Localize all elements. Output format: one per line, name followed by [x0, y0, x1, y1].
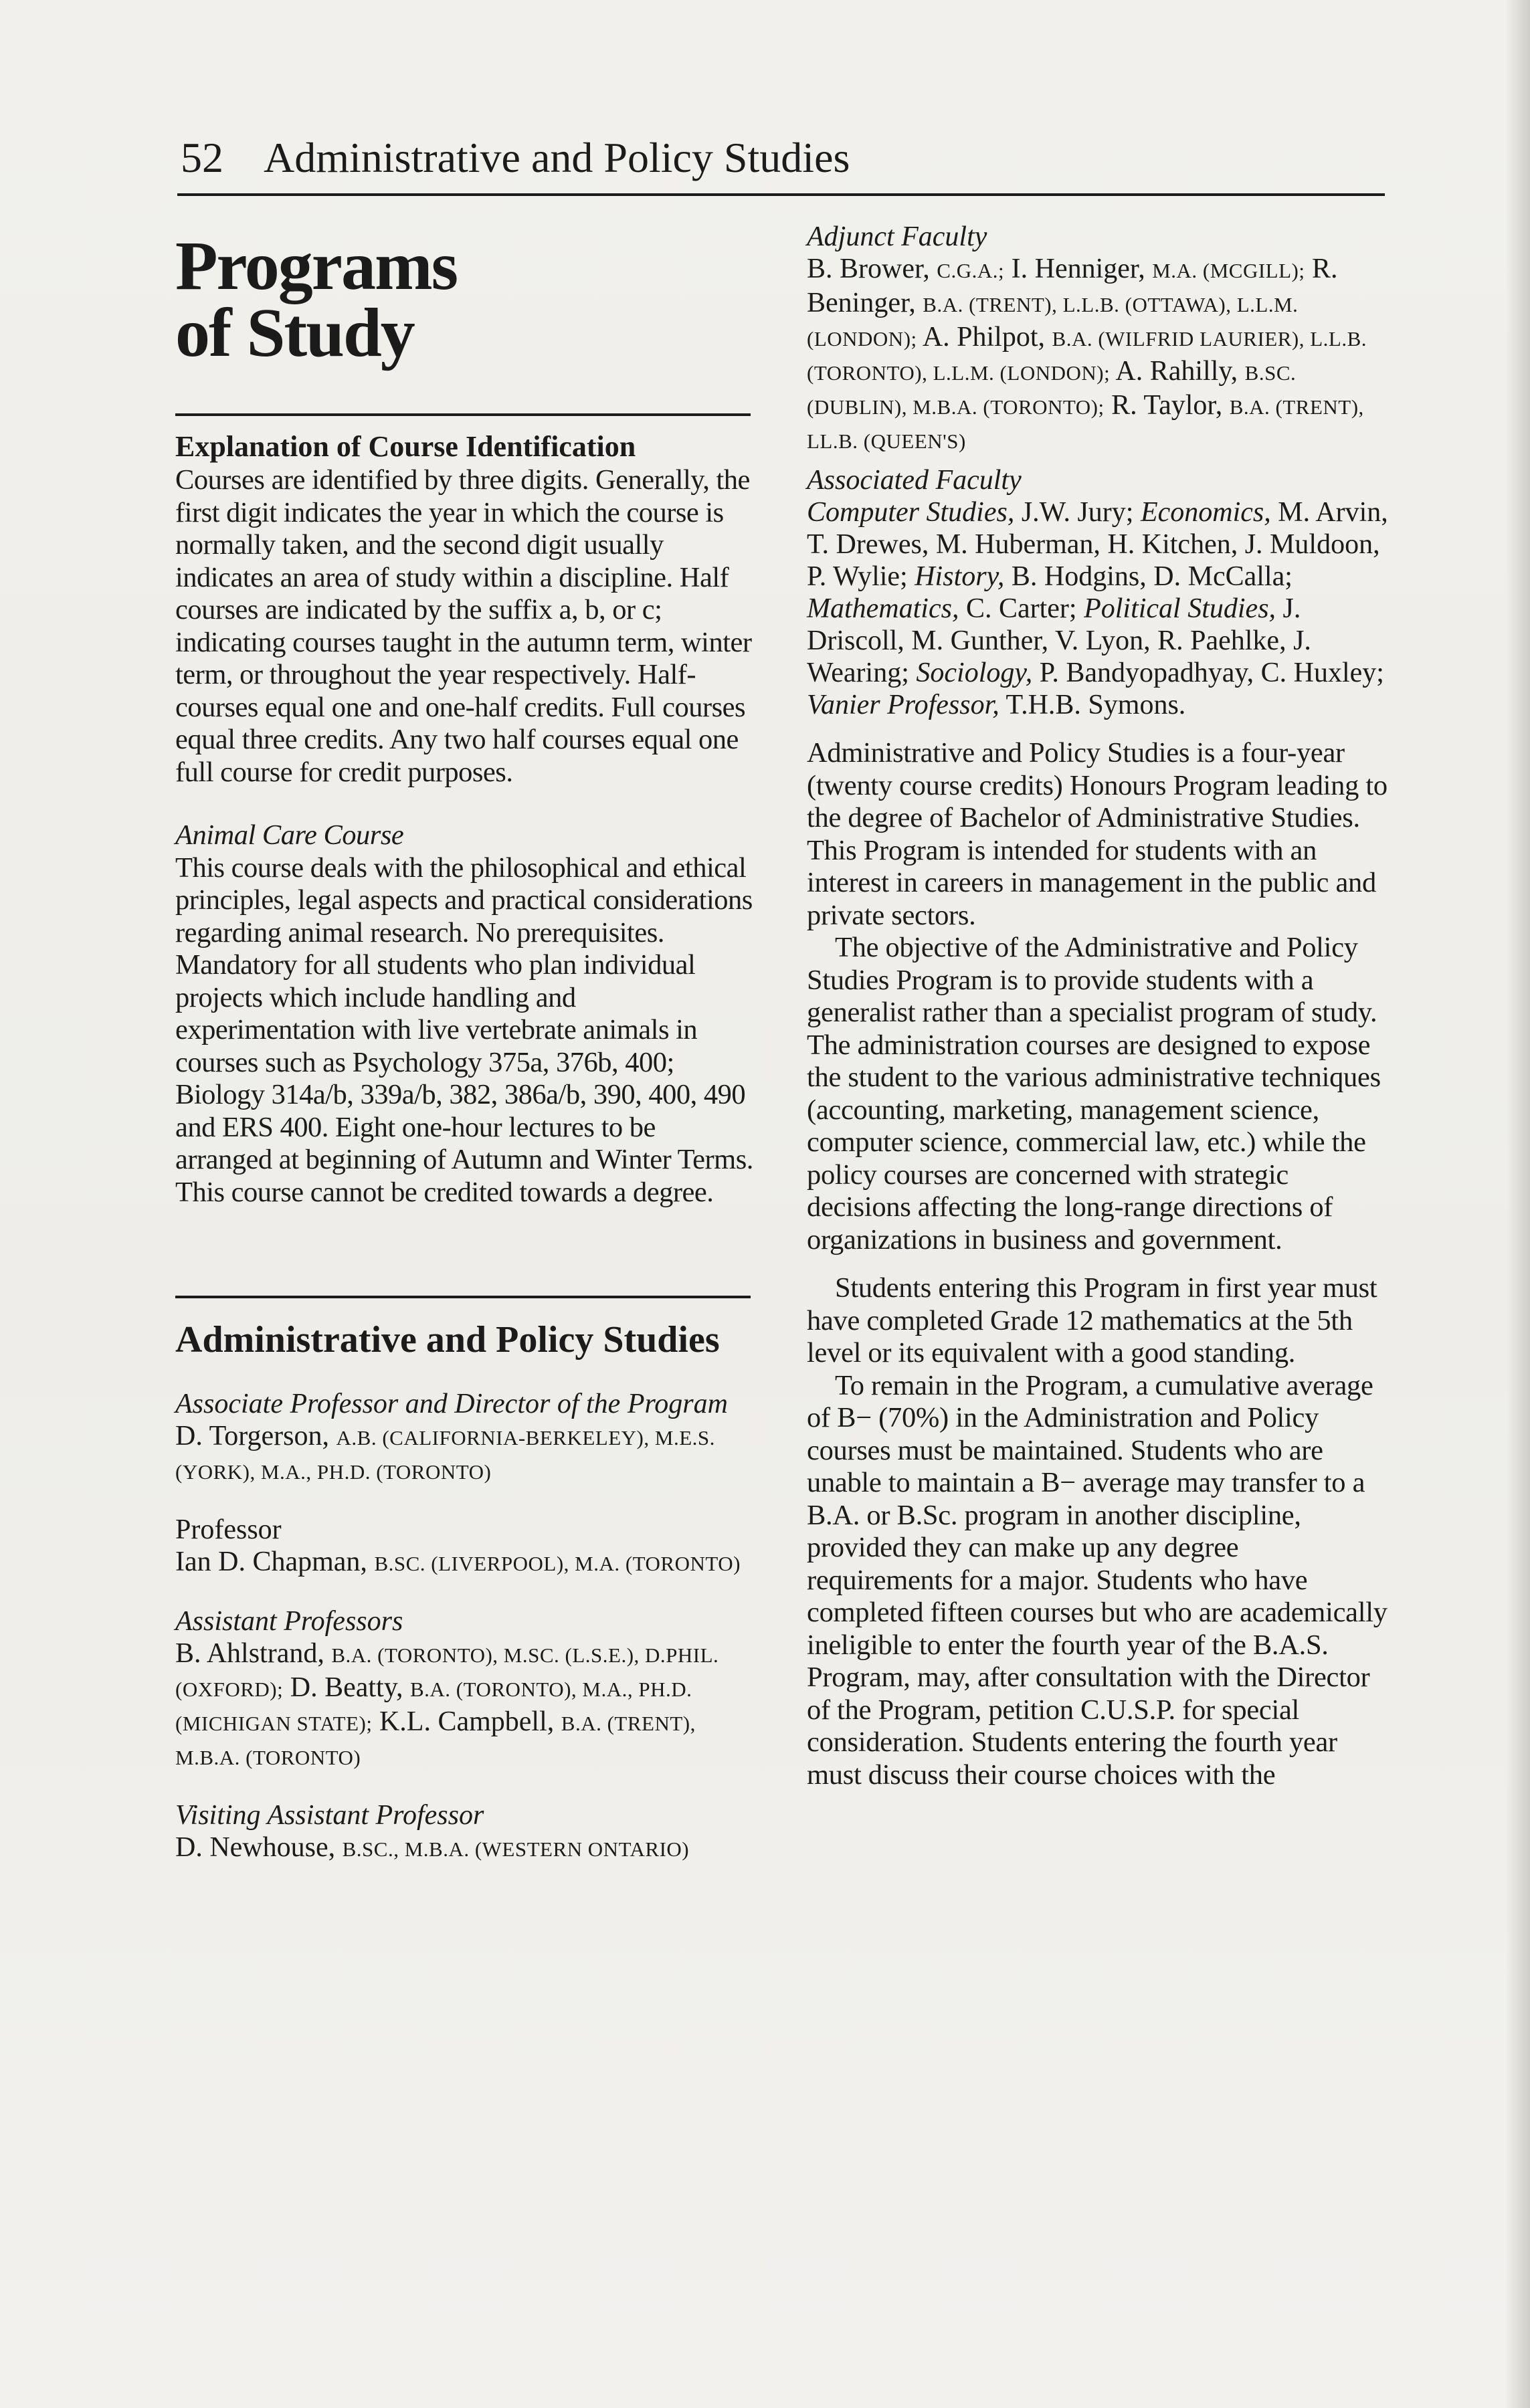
faculty-credentials: B.A. (TRENT), M.B.A. (TORONTO): [175, 1712, 696, 1769]
faculty-entry: [175, 1637, 757, 1774]
faculty-name: T.H.B. Symons.: [1006, 690, 1186, 720]
faculty-credentials: B.A. (TORONTO), M.A., PH.D. (MICHIGAN STATE);: [175, 1678, 692, 1735]
faculty-role: Associated Faculty: [807, 465, 1022, 496]
discipline-label: Computer Studies,: [807, 497, 1015, 528]
faculty-role: Visiting Assistant Professor: [175, 1800, 484, 1831]
animal-care-text: This course deals with the philosophical and ethical principles, legal aspects and practical considerations regarding animal research. No prerequisites. Mandatory for all students who plan individual projects which include handling and experimentation with live vertebrate animals in courses such as Psychology 375a, 376b, 400; Biology 314a/b, 339a/b, 382, 386a/b, 390, 400, 490 and ERS 400. Eight one-hour lectures to be arranged at beginning of Autumn and Winter Terms. This course cannot be credited towards a degree.: [175, 851, 753, 1208]
discipline-label: History,: [915, 561, 1005, 592]
faculty-role: Assistant Professors: [175, 1606, 403, 1637]
faculty-credentials: B.SC., M.B.A. (WESTERN ONTARIO): [342, 1837, 690, 1861]
discipline-label: Economics,: [1140, 497, 1271, 528]
faculty-name: D. Beatty,: [290, 1672, 403, 1703]
page-title-line-1: Programs: [175, 227, 458, 304]
faculty-credentials: B.A. (TRENT), L.L.B. (OTTAWA), L.L.M. (LONDON);: [807, 293, 1299, 350]
animal-care-heading: Animal Care Course: [175, 819, 404, 851]
faculty-role: Associate Professor and Director of the Program: [175, 1389, 728, 1419]
faculty-name: D. Torgerson,: [175, 1421, 329, 1451]
discipline-label: Vanier Professor,: [807, 690, 999, 720]
associated-faculty-list: [807, 496, 1389, 721]
faculty-credentials: B.A. (TORONTO), M.SC. (L.S.E.), D.PHIL. (OXFORD);: [175, 1643, 719, 1701]
faculty-credentials: M.A. (MCGILL);: [1152, 259, 1305, 282]
faculty-name: D. Newhouse,: [175, 1832, 336, 1863]
page-title-line-2: of Study: [175, 294, 414, 371]
section-rule: [175, 413, 751, 416]
program-section-title: Administrative and Policy Studies: [175, 1319, 720, 1361]
faculty-name: I. Henniger,: [1011, 254, 1145, 284]
course-identification-text: Courses are identified by three digits. Generally, the first digit indicates the year in which the course is normally taken, and the second digit usually indicates an area of study within a discipline. Half courses are indicated by the suffix a, b, or c; indicating courses taught in the autumn term, winter term, or throughout the year respectively. Half-courses equal one and one-half credits. Full courses equal three credits. Any two half courses equal one full course for credit purposes.: [175, 464, 752, 788]
faculty-name: B. Hodgins, D. McCalla;: [1011, 561, 1293, 592]
continuation-requirements: To remain in the Program, a cumulative average of B− (70%) in the Administration and Policy courses must be maintained. Students who are unable to maintain a B− average may transfer to a B.A. or B.Sc. program in another discipline, provided they can make up any degree requirements for a major. Students who have completed fifteen courses but who are academically ineligible to enter the fourth year of the B.A.S. Program, may, after consultation with the Director of the Program, petition C.U.S.P. for special consideration. Students entering the fourth year must discuss their course choices with the: [807, 1369, 1388, 1791]
faculty-credentials: C.G.A.;: [937, 259, 1005, 282]
faculty-role: Adjunct Faculty: [807, 221, 987, 252]
faculty-entry: [175, 1420, 757, 1488]
faculty-name: P. Bandyopadhyay, C. Huxley;: [1039, 658, 1384, 688]
left-column: [175, 221, 757, 1866]
faculty-name: C. Carter;: [965, 593, 1077, 624]
faculty-name: Ian D. Chapman,: [175, 1546, 367, 1577]
faculty-name: B. Brower,: [807, 254, 930, 284]
faculty-role: Professor: [175, 1514, 282, 1545]
faculty-name: B. Ahlstrand,: [175, 1638, 324, 1669]
adjunct-faculty-list: [807, 253, 1389, 458]
discipline-label: Mathematics,: [807, 593, 959, 624]
faculty-credentials: B.SC. (LIVERPOOL), M.A. (TORONTO): [374, 1552, 741, 1575]
faculty-credentials: A.B. (CALIFORNIA-BERKELEY), M.E.S. (YORK), M.A., PH.D. (TORONTO): [175, 1426, 715, 1484]
faculty-name: J. Driscoll, M. Gunther, V. Lyon, R. Paehlke, J. Wearing;: [807, 593, 1311, 688]
faculty-name: A. Rahilly,: [1115, 356, 1238, 387]
running-header: [181, 131, 1385, 185]
right-column: [807, 221, 1389, 1791]
faculty-name: K.L. Campbell,: [379, 1706, 555, 1737]
discipline-label: Sociology,: [916, 658, 1033, 688]
faculty-entry: [175, 1546, 757, 1580]
header-rule: [177, 193, 1385, 196]
faculty-credentials: B.A. (TRENT), LL.B. (QUEEN'S): [807, 395, 1364, 453]
discipline-label: Political Studies,: [1084, 593, 1276, 624]
page-number: 52: [181, 134, 223, 181]
section-rule: [175, 1296, 751, 1298]
page-title: [175, 227, 757, 371]
faculty-name: M. Arvin, T. Drewes, M. Huberman, H. Kitchen, J. Muldoon, P. Wylie;: [807, 497, 1388, 592]
faculty-credentials: B.A. (WILFRID LAURIER), L.L.B. (TORONTO), L.L.M. (LONDON);: [807, 327, 1367, 385]
faculty-credentials: B.SC. (DUBLIN), M.B.A. (TORONTO);: [807, 361, 1297, 419]
faculty-name: J.W. Jury;: [1021, 497, 1134, 528]
program-objective: The objective of the Administrative and Policy Studies Program is to provide students with a generalist rather than a specialist program of study. The administration courses are designed to expose the student to the various administrative techniques (accounting, marketing, management science, computer science, commercial law, etc.) while the policy courses are concerned with strategic decisions affecting the long-range directions of organizations in business and government.: [807, 932, 1381, 1256]
admission-requirements: Students entering this Program in first year must have completed Grade 12 mathematics at the 5th level or its equivalent with a good standing.: [807, 1272, 1377, 1369]
faculty-name: R. Taylor,: [1111, 390, 1223, 421]
running-title: Administrative and Policy Studies: [264, 134, 850, 181]
page-edge-shadow: [1506, 0, 1530, 2408]
faculty-entry: [175, 1831, 757, 1866]
program-description: Administrative and Policy Studies is a four-year (twenty course credits) Honours Program leading to the degree of Bachelor of Administrative Studies. This Program is intended for students with an interest in careers in management in the public and private sectors.: [807, 737, 1388, 931]
faculty-name: R. Beninger,: [807, 254, 1338, 318]
course-identification-heading: Explanation of Course Identification: [175, 430, 636, 463]
faculty-name: A. Philpot,: [922, 322, 1046, 353]
